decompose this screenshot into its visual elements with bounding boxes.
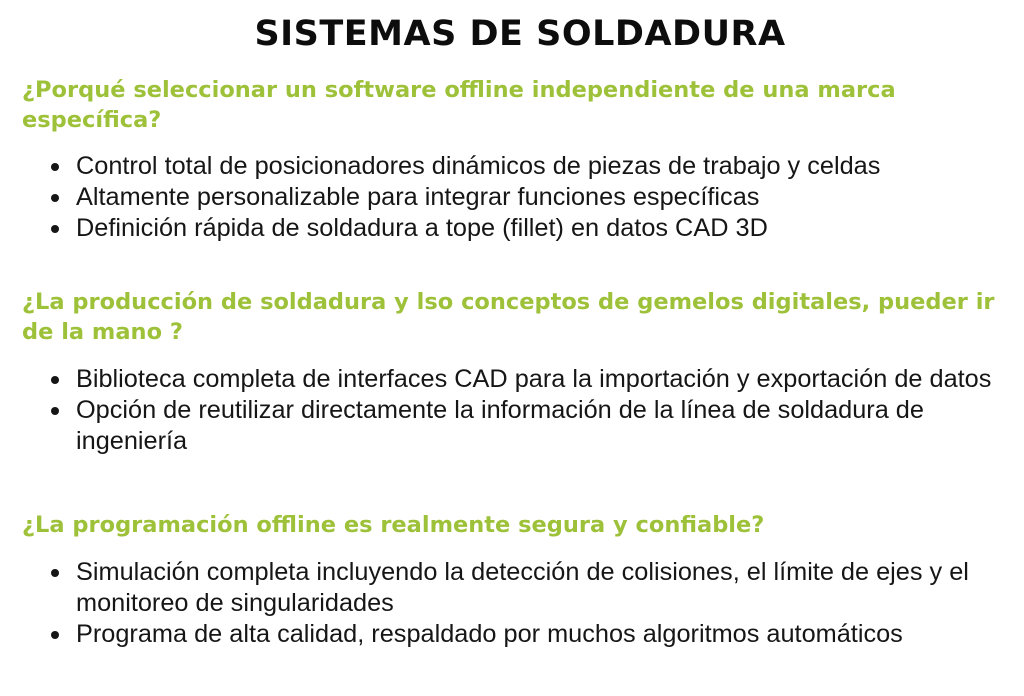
bullet-list-3	[76, 557, 1024, 650]
list-item	[76, 395, 1024, 457]
list-item	[76, 182, 1024, 213]
list-item	[76, 364, 1024, 395]
section-question-1: ¿Porqué seleccionar un software offline independiente de una marca específica?	[22, 77, 896, 133]
page-title: SISTEMAS DE SOLDADURA	[254, 14, 786, 54]
bullet-dot-icon	[51, 569, 59, 577]
list-item-text: Altamente personalizable para integrar funciones específicas	[76, 183, 760, 211]
bullet-dot-icon	[51, 631, 59, 639]
list-item-text: Opción de reutilizar directamente la información de la línea de soldadura de ingeniería	[76, 396, 924, 455]
list-item	[76, 619, 1024, 650]
list-item-text: Biblioteca completa de interfaces CAD para la importación y exportación de datos	[76, 365, 992, 393]
bullet-list-2	[76, 364, 1024, 457]
bullet-dot-icon	[51, 194, 59, 202]
bullet-dot-icon	[51, 376, 59, 384]
list-item	[76, 151, 1024, 182]
list-item	[76, 213, 1024, 244]
bullet-dot-icon	[51, 163, 59, 171]
bullet-dot-icon	[51, 407, 59, 415]
list-item-text: Control total de posicionadores dinámicos de piezas de trabajo y celdas	[76, 152, 881, 180]
list-item-text: Programa de alta calidad, respaldado por muchos algoritmos automáticos	[76, 620, 903, 648]
list-item-text: Definición rápida de soldadura a tope (fillet) en datos CAD 3D	[76, 214, 768, 242]
list-item	[76, 557, 1024, 619]
bullet-dot-icon	[51, 225, 59, 233]
section-question-3: ¿La programación offline es realmente segura y confiable?	[22, 512, 765, 538]
section-question-2: ¿La producción de soldadura y lso conceptos de gemelos digitales, pueder ir de la mano ?	[22, 289, 995, 345]
bullet-list-1	[76, 151, 1024, 244]
list-item-text: Simulación completa incluyendo la detección de colisiones, el límite de ejes y el monitoreo de singularidades	[76, 558, 969, 617]
